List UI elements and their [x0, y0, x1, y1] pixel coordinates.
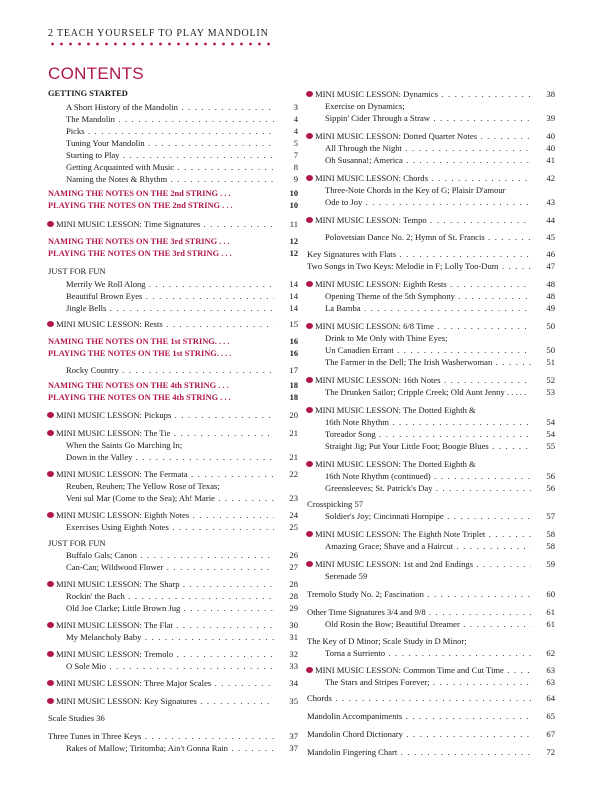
toc-entry-title: MINI MUSIC LESSON: Key Signatures . . .	[56, 695, 274, 707]
toc-entry	[307, 618, 555, 630]
toc-entry-title: Other Time Signatures 3/4 and 9/8 . . .	[307, 606, 531, 618]
toc-entry	[307, 416, 555, 428]
toc-entry-page: 37	[289, 743, 298, 753]
toc-entry-page: 14	[289, 291, 298, 301]
toc-entry	[48, 549, 298, 561]
toc-entry-page: 16	[289, 349, 298, 358]
toc-entry	[48, 730, 298, 742]
mini-lesson-bullet-icon	[306, 91, 313, 97]
toc-entry-page: 34	[289, 678, 298, 688]
toc-entry-title: Jingle Bells . . .	[66, 302, 274, 314]
toc-entry-page: 47	[546, 261, 555, 271]
toc-entry-page: 54	[546, 429, 555, 439]
mini-lesson-bullet-icon	[306, 217, 313, 223]
toc-entry	[48, 380, 298, 392]
toc-entry-title: Buffalo Gals; Canon . . .	[66, 549, 274, 561]
toc-entry-page: 26	[289, 550, 298, 560]
toc-entry	[307, 142, 555, 154]
toc-entry-title: PLAYING THE NOTES ON THE 2nd STRING . . .	[48, 201, 233, 210]
toc-entry-page: 57	[546, 511, 555, 521]
toc-entry	[48, 537, 298, 549]
toc-entry-page: 14	[289, 303, 298, 313]
toc-entry	[48, 336, 298, 348]
toc-entry-page: 49	[546, 303, 555, 313]
toc-entry	[48, 218, 298, 230]
toc-entry-page: 15	[289, 319, 298, 329]
toc-entry-title: Chords . . .	[307, 692, 531, 704]
toc-entry	[48, 248, 298, 260]
toc-entry	[48, 188, 298, 200]
toc-entry-page: 28	[289, 579, 298, 589]
toc-entry-title: Naming the Notes & Rhythm . . .	[66, 173, 274, 185]
toc-entry-title: Key Signatures with Flats . . .	[307, 248, 531, 260]
toc-entry	[307, 260, 555, 272]
toc-entry-title: Polovetsian Dance No. 2; Hymn of St. Francis . . .	[325, 231, 531, 243]
toc-entry-title: La Bamba . . .	[325, 302, 531, 314]
toc-entry	[48, 427, 298, 439]
toc-entry-title: O Sole Mio . . .	[66, 660, 274, 672]
mini-lesson-bullet-icon	[47, 412, 54, 418]
mini-lesson-bullet-icon	[47, 622, 54, 628]
toc-entry-title: MINI MUSIC LESSON: The Dotted Eighth &	[315, 405, 476, 415]
toc-entry	[307, 356, 555, 368]
mini-lesson-bullet-icon	[47, 430, 54, 436]
toc-entry-page: 3	[293, 102, 298, 112]
toc-entry-title: Can-Can; Wildwood Flower . . .	[66, 561, 274, 573]
toc-entry-title: MINI MUSIC LESSON: The Flat . . .	[56, 619, 274, 631]
mini-lesson-bullet-icon	[306, 133, 313, 139]
toc-entry	[48, 364, 298, 376]
toc-entry	[307, 320, 555, 332]
toc-entry	[307, 540, 555, 552]
toc-entry-page: 62	[546, 648, 555, 658]
toc-entry	[48, 173, 298, 185]
toc-entry-title: NAMING THE NOTES ON THE 3rd STRING . . .	[48, 237, 230, 246]
toc-entry-title: 16th Note Rhythm . . .	[325, 416, 531, 428]
toc-entry-page: 12	[289, 249, 298, 258]
mini-lesson-bullet-icon	[306, 175, 313, 181]
toc-entry	[307, 676, 555, 688]
toc-entry-page: 43	[546, 197, 555, 207]
toc-entry	[48, 468, 298, 480]
mini-lesson-bullet-icon	[47, 581, 54, 587]
toc-entry-title: MINI MUSIC LESSON: Dotted Quarter Notes . . .	[315, 130, 531, 142]
toc-entry	[307, 428, 555, 440]
mini-lesson-bullet-icon	[47, 680, 54, 686]
toc-entry-title: MINI MUSIC LESSON: 6/8 Time . . .	[315, 320, 531, 332]
toc-entry-page: 61	[546, 607, 555, 617]
dotted-rule	[48, 42, 273, 46]
toc-entry	[307, 728, 555, 740]
toc-entry	[307, 482, 555, 494]
toc-entry-page: 31	[289, 632, 298, 642]
toc-entry-title: Torna a Surriento . . .	[325, 647, 531, 659]
toc-entry-title: JUST FOR FUN	[48, 538, 106, 548]
toc-entry-page: 21	[289, 452, 298, 462]
toc-entry	[48, 101, 298, 113]
toc-entry-page: 56	[546, 471, 555, 481]
mini-lesson-bullet-icon	[47, 651, 54, 657]
toc-entry	[307, 746, 555, 758]
toc-entry-title: Rakes of Mallow; Tiritomba; Ain't Gonna Rain . . .	[66, 742, 274, 754]
toc-entry	[48, 712, 298, 724]
toc-entry-title: Exercises Using Eighth Notes . . .	[66, 521, 274, 533]
toc-entry	[307, 100, 555, 112]
toc-entry	[307, 570, 555, 582]
toc-entry-title: MINI MUSIC LESSON: 16th Notes . . .	[315, 374, 531, 386]
toc-entry-title: Sippin' Cider Through a Straw . . .	[325, 112, 531, 124]
toc-entry-page: 17	[289, 365, 298, 375]
mini-lesson-bullet-icon	[306, 561, 313, 567]
toc-entry-title: Exercise on Dynamics;	[325, 101, 405, 111]
toc-entry-title: MINI MUSIC LESSON: Pickups . . .	[56, 409, 274, 421]
toc-entry-page: 45	[546, 232, 555, 242]
toc-entry-title: Rocky Country . . .	[66, 364, 274, 376]
toc-entry-page: 54	[546, 417, 555, 427]
toc-entry	[48, 660, 298, 672]
toc-entry-title: My Melancholy Baby . . .	[66, 631, 274, 643]
toc-entry-title: MINI MUSIC LESSON: Tremolo . . .	[56, 648, 274, 660]
toc-entry-page: 61	[546, 619, 555, 629]
toc-entry-page: 4	[293, 114, 298, 124]
toc-entry-page: 39	[546, 113, 555, 123]
toc-entry-title: Three Tunes in Three Keys . . .	[48, 730, 274, 742]
toc-entry-page: 27	[289, 562, 298, 572]
toc-entry-title: MINI MUSIC LESSON: The Fermata . . .	[56, 468, 274, 480]
toc-entry	[48, 619, 298, 631]
toc-entry-title: Soldier's Joy; Cincinnati Hornpipe . . .	[325, 510, 531, 522]
toc-entry-page: 63	[546, 665, 555, 675]
toc-entry-title: MINI MUSIC LESSON: Chords . . .	[315, 172, 531, 184]
toc-entry-title: Mandolin Accompaniments . . .	[307, 710, 531, 722]
toc-entry	[307, 374, 555, 386]
toc-entry-title: MINI MUSIC LESSON: Eighth Rests . . .	[315, 278, 531, 290]
toc-entry	[48, 113, 298, 125]
toc-entry-page: 53	[546, 387, 555, 397]
toc-entry	[48, 318, 298, 330]
toc-entry-title: Scale Studies 36	[48, 713, 105, 723]
toc-entry	[307, 130, 555, 142]
toc-entry-title: MINI MUSIC LESSON: Tempo . . .	[315, 214, 531, 226]
toc-entry-title: Serenade 59	[325, 571, 368, 581]
toc-entry-title: The Drunken Sailor; Cripple Creek; Old Aunt Jenny . . . . .	[325, 387, 527, 397]
toc-entry-title: Un Canadien Errant . . .	[325, 344, 531, 356]
toc-entry-title: Tuning Your Mandolin . . .	[66, 137, 274, 149]
toc-entry-page: 9	[293, 174, 298, 184]
toc-entry-page: 20	[289, 410, 298, 420]
toc-entry-page: 16	[289, 337, 298, 346]
toc-entry	[48, 521, 298, 533]
toc-entry-page: 22	[289, 469, 298, 479]
running-head: 2 TEACH YOURSELF TO PLAY MANDOLIN	[48, 28, 269, 39]
toc-entry	[48, 492, 298, 504]
toc-entry-page: 30	[289, 620, 298, 630]
toc-entry-page: 10	[289, 189, 298, 198]
toc-entry-title: JUST FOR FUN	[48, 266, 106, 276]
toc-entry-title: The Farmer in the Dell; The Irish Washerwoman . . .	[325, 356, 531, 368]
toc-entry-page: 65	[546, 711, 555, 721]
toc-entry	[307, 664, 555, 676]
toc-entry	[307, 647, 555, 659]
toc-entry	[48, 265, 298, 277]
toc-entry	[307, 88, 555, 100]
toc-entry-title: MINI MUSIC LESSON: Time Signatures . . .	[56, 218, 274, 230]
toc-entry	[48, 677, 298, 689]
mini-lesson-bullet-icon	[306, 407, 313, 413]
toc-entry-page: 18	[289, 393, 298, 402]
toc-entry-page: 41	[546, 155, 555, 165]
toc-entry-title: Merrily We Roll Along . . .	[66, 278, 274, 290]
toc-entry-page: 58	[546, 541, 555, 551]
toc-entry-title: NAMING THE NOTES ON THE 4th STRING . . .	[48, 381, 229, 390]
toc-entry-page: 25	[289, 522, 298, 532]
toc-entry	[307, 558, 555, 570]
toc-entry	[307, 635, 555, 647]
toc-entry-page: 50	[546, 321, 555, 331]
toc-entry-page: 11	[289, 219, 298, 229]
toc-entry	[307, 458, 555, 470]
toc-entry-title: Down in the Valley . . .	[66, 451, 274, 463]
mini-lesson-bullet-icon	[47, 698, 54, 704]
toc-entry	[48, 125, 298, 137]
mini-lesson-bullet-icon	[47, 221, 54, 227]
toc-entry-page: 40	[546, 143, 555, 153]
toc-entry-page: 46	[546, 249, 555, 259]
toc-entry-title: MINI MUSIC LESSON: Three Major Scales . . .	[56, 677, 274, 689]
toc-entry-title: Oh Susanna!; America . . .	[325, 154, 531, 166]
toc-entry-page: 33	[289, 661, 298, 671]
toc-entry-title: The Stars and Stripes Forever; . . .	[325, 676, 531, 688]
toc-entry	[307, 231, 555, 243]
toc-entry	[48, 236, 298, 248]
toc-entry	[307, 302, 555, 314]
toc-entry-page: 52	[546, 375, 555, 385]
toc-entry-title: When the Saints Go Marching In;	[66, 440, 183, 450]
toc-entry-title: PLAYING THE NOTES ON THE 1st STRING. . . .	[48, 349, 232, 358]
toc-entry-title: Mandolin Chord Dictionary . . .	[307, 728, 531, 740]
toc-entry-title: NAMING THE NOTES ON THE 2nd STRING . . .	[48, 189, 231, 198]
toc-entry-page: 14	[289, 279, 298, 289]
toc-entry-title: MINI MUSIC LESSON: Rests . . .	[56, 318, 274, 330]
toc-entry-page: 4	[293, 126, 298, 136]
toc-entry-title: Amazing Grace; Shave and a Haircut . . .	[325, 540, 531, 552]
toc-entry	[48, 590, 298, 602]
toc-entry	[307, 404, 555, 416]
page-title: CONTENTS	[48, 64, 144, 83]
toc-entry-title: Crosspicking 57	[307, 499, 364, 509]
toc-entry	[307, 184, 555, 196]
toc-entry-title: PLAYING THE NOTES ON THE 3rd STRING . . .	[48, 249, 232, 258]
toc-entry-title: MINI MUSIC LESSON: The Eighth Note Triplet . . .	[315, 528, 531, 540]
toc-entry	[48, 439, 298, 451]
toc-entry-title: 16th Note Rhythm (continued) . . .	[325, 470, 531, 482]
toc-entry	[48, 302, 298, 314]
toc-entry-page: 28	[289, 591, 298, 601]
toc-entry-title: PLAYING THE NOTES ON THE 4th STRING . . .	[48, 393, 231, 402]
mini-lesson-bullet-icon	[306, 461, 313, 467]
toc-entry	[307, 344, 555, 356]
toc-entry-title: Opening Theme of the 5th Symphony . . .	[325, 290, 531, 302]
toc-entry-title: MINI MUSIC LESSON: The Sharp . . .	[56, 578, 274, 590]
toc-entry-title: MINI MUSIC LESSON: Common Time and Cut Time . . .	[315, 664, 531, 676]
toc-entry-title: Starting to Play . . .	[66, 149, 274, 161]
toc-entry	[307, 588, 555, 600]
toc-entry-title: Three-Note Chords in the Key of G; Plaisir D'amour	[325, 185, 506, 195]
toc-entry-page: 12	[289, 237, 298, 246]
toc-entry	[48, 695, 298, 707]
toc-entry	[307, 692, 555, 704]
toc-entry	[48, 631, 298, 643]
toc-entry-page: 23	[289, 493, 298, 503]
toc-entry-title: Ode to Joy . . .	[325, 196, 531, 208]
toc-entry	[307, 290, 555, 302]
toc-entry	[307, 214, 555, 226]
toc-entry-title: The Mandolin . . .	[66, 113, 274, 125]
toc-entry-page: 64	[546, 693, 555, 703]
toc-entry-title: A Short History of the Mandolin . . .	[66, 101, 274, 113]
toc-entry	[48, 290, 298, 302]
toc-entry	[48, 278, 298, 290]
toc-entry-title: Rockin' the Bach . . .	[66, 590, 274, 602]
toc-entry-page: 42	[546, 173, 555, 183]
toc-entry	[307, 470, 555, 482]
toc-entry	[48, 480, 298, 492]
toc-entry-title: Tremolo Study No. 2; Fascination . . .	[307, 588, 531, 600]
toc-entry	[307, 112, 555, 124]
toc-entry-title: MINI MUSIC LESSON: The Tie . . .	[56, 427, 274, 439]
toc-entry	[48, 451, 298, 463]
mini-lesson-bullet-icon	[306, 377, 313, 383]
toc-entry-page: 40	[546, 131, 555, 141]
toc-entry-title: Drink to Me Only with Thine Eyes;	[325, 333, 448, 343]
toc-entry-page: 21	[289, 428, 298, 438]
toc-entry-page: 32	[289, 649, 298, 659]
mini-lesson-bullet-icon	[306, 281, 313, 287]
toc-entry	[48, 578, 298, 590]
toc-entry	[307, 440, 555, 452]
toc-entry	[48, 561, 298, 573]
toc-entry	[48, 161, 298, 173]
toc-entry-page: 29	[289, 603, 298, 613]
toc-entry-title: Old Joe Clarke; Little Brown Jug . . .	[66, 602, 274, 614]
toc-entry-page: 8	[293, 162, 298, 172]
toc-entry	[48, 149, 298, 161]
toc-entry-page: 48	[546, 279, 555, 289]
mini-lesson-bullet-icon	[47, 512, 54, 518]
mini-lesson-bullet-icon	[306, 667, 313, 673]
toc-entry-page: 48	[546, 291, 555, 301]
toc-entry	[48, 602, 298, 614]
toc-entry	[307, 606, 555, 618]
toc-entry	[307, 386, 555, 398]
toc-entry	[48, 409, 298, 421]
toc-entry	[307, 528, 555, 540]
toc-entry-page: 51	[546, 357, 555, 367]
toc-entry-page: 7	[293, 150, 298, 160]
toc-entry-title: Getting Acquainted with Music . . .	[66, 161, 274, 173]
toc-entry-title: MINI MUSIC LESSON: The Dotted Eighth &	[315, 459, 476, 469]
toc-entry-title: GETTING STARTED	[48, 89, 128, 98]
toc-entry-page: 63	[546, 677, 555, 687]
toc-entry-title: Veni sul Mar (Come to the Sea); Ah! Marie . . .	[66, 492, 274, 504]
mini-lesson-bullet-icon	[306, 531, 313, 537]
toc-entry-page: 38	[546, 89, 555, 99]
toc-entry	[307, 196, 555, 208]
toc-entry	[307, 510, 555, 522]
toc-entry-page: 72	[546, 747, 555, 757]
toc-entry-title: MINI MUSIC LESSON: 1st and 2nd Endings . . .	[315, 558, 531, 570]
toc-entry-title: Beautiful Brown Eyes . . .	[66, 290, 274, 302]
toc-entry	[48, 137, 298, 149]
toc-entry-title: Old Rosin the Bow; Beautiful Dreamer . . .	[325, 618, 531, 630]
toc-entry-page: 5	[293, 138, 298, 148]
toc-entry	[307, 710, 555, 722]
toc-entry-title: Reuben, Reuben; The Yellow Rose of Texas;	[66, 481, 220, 491]
mini-lesson-bullet-icon	[306, 323, 313, 329]
toc-entry	[48, 200, 298, 212]
toc-entry-page: 24	[289, 510, 298, 520]
toc-entry-title: Two Songs in Two Keys: Melodie in F; Lolly Too-Dum . . .	[307, 260, 531, 272]
toc-entry-page: 55	[546, 441, 555, 451]
toc-entry	[307, 278, 555, 290]
toc-entry-title: Picks . . .	[66, 125, 274, 137]
toc-entry-page: 37	[289, 731, 298, 741]
toc-entry-page: 58	[546, 529, 555, 539]
toc-entry-title: Greensleeves; St. Patrick's Day . . .	[325, 482, 531, 494]
toc-entry-title: MINI MUSIC LESSON: Eighth Notes . . .	[56, 509, 274, 521]
toc-entry	[307, 154, 555, 166]
toc-entry	[307, 498, 555, 510]
toc-entry-page: 44	[546, 215, 555, 225]
toc-entry	[48, 88, 298, 100]
toc-entry	[48, 742, 298, 754]
toc-entry-title: The Key of D Minor; Scale Study in D Minor;	[307, 636, 467, 646]
toc-entry-title: Straight Jig; Put Your Little Foot; Boogie Blues . . .	[325, 440, 531, 452]
toc-entry-page: 50	[546, 345, 555, 355]
toc-entry	[48, 648, 298, 660]
toc-entry-page: 60	[546, 589, 555, 599]
toc-entry-title: MINI MUSIC LESSON: Dynamics . . .	[315, 88, 531, 100]
toc-entry-page: 56	[546, 483, 555, 493]
toc-entry-title: Toreador Song . . .	[325, 428, 531, 440]
toc-entry	[307, 248, 555, 260]
toc-entry-page: 35	[289, 696, 298, 706]
toc-entry	[48, 392, 298, 404]
toc-entry-page: 67	[546, 729, 555, 739]
toc-entry	[48, 509, 298, 521]
toc-entry-page: 10	[289, 201, 298, 210]
toc-entry	[48, 348, 298, 360]
mini-lesson-bullet-icon	[47, 471, 54, 477]
toc-entry-title: Mandolin Fingering Chart . . .	[307, 746, 531, 758]
toc-entry	[307, 332, 555, 344]
toc-entry-title: NAMING THE NOTES ON THE 1st STRING. . . .	[48, 337, 230, 346]
toc-entry-title: All Through the Night . . .	[325, 142, 531, 154]
toc-entry	[307, 172, 555, 184]
toc-entry-page: 18	[289, 381, 298, 390]
mini-lesson-bullet-icon	[47, 321, 54, 327]
toc-entry-page: 59	[546, 559, 555, 569]
